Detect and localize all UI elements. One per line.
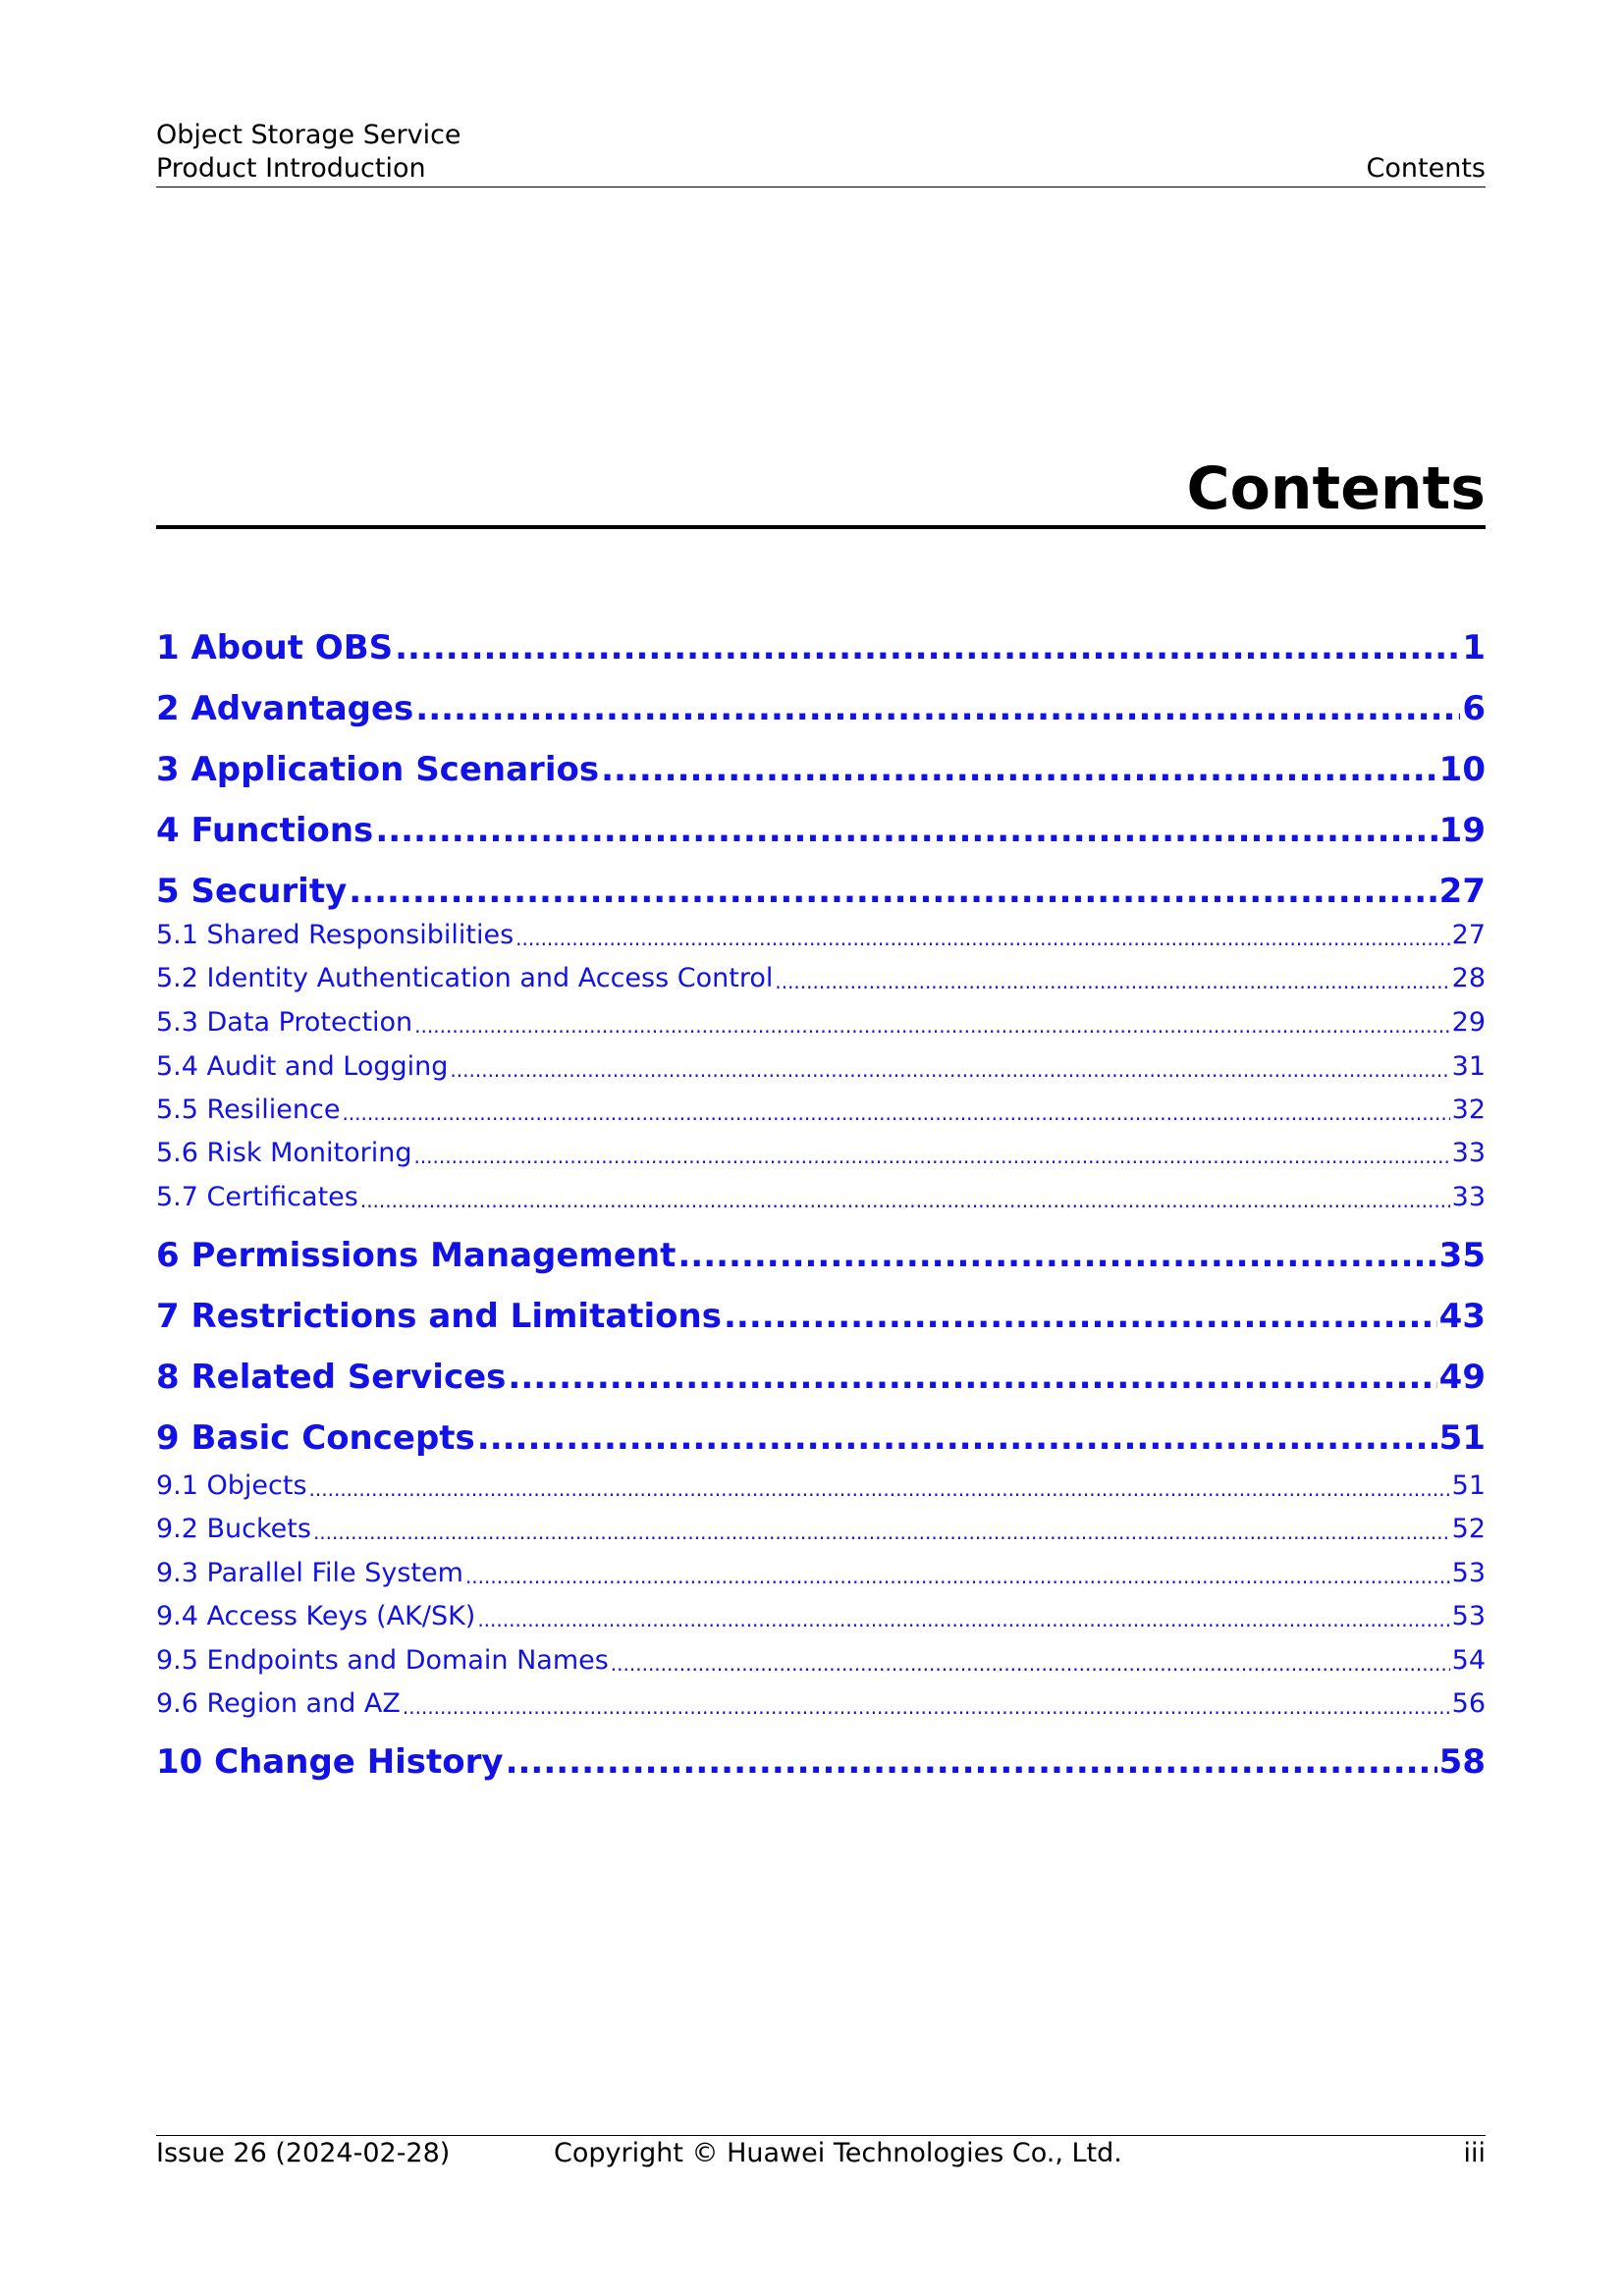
toc-entry-page-number: 52 — [1451, 1514, 1486, 1544]
toc-leader-dots — [309, 1470, 1450, 1501]
toc-entry-label: 5 Security — [156, 872, 348, 911]
toc-leader-dots — [395, 628, 1460, 667]
toc-entry-label: 5.4 Audit and Logging — [156, 1051, 449, 1082]
toc-section-link[interactable] — [156, 920, 1486, 953]
toc-leader-dots — [413, 1138, 1449, 1168]
toc-section-link[interactable] — [156, 1182, 1486, 1215]
toc-entry-label: 10 Change History — [156, 1742, 504, 1782]
toc-leader-dots — [360, 1182, 1450, 1212]
toc-entry-page-number: 19 — [1438, 811, 1486, 850]
toc-leader-dots — [508, 1358, 1436, 1397]
toc-entry-page-number: 33 — [1451, 1182, 1486, 1212]
toc-entry-page-number: 58 — [1438, 1742, 1486, 1782]
toc-chapter-link[interactable] — [156, 689, 1486, 732]
toc-entry-page-number: 56 — [1451, 1688, 1486, 1719]
toc-chapter-link[interactable] — [156, 1236, 1486, 1279]
toc-chapter-link[interactable] — [156, 1358, 1486, 1401]
toc-entry-label: 9.4 Access Keys (AK/SK) — [156, 1601, 476, 1631]
toc-entry-page-number: 31 — [1451, 1051, 1486, 1082]
toc-entry-label: 5.2 Identity Authentication and Access Control — [156, 963, 774, 993]
toc-section-link[interactable] — [156, 1470, 1486, 1504]
toc-leader-dots — [477, 1418, 1437, 1458]
toc-section-link[interactable] — [156, 963, 1486, 996]
header-product-name: Object Storage Service — [156, 120, 461, 150]
toc-section-link[interactable] — [156, 1558, 1486, 1591]
toc-leader-dots — [414, 1007, 1449, 1038]
toc-entry-label: 7 Restrictions and Limitations — [156, 1297, 722, 1336]
toc-section-link[interactable] — [156, 1514, 1486, 1547]
toc-entry-page-number: 6 — [1462, 689, 1486, 728]
toc-leader-dots — [403, 1688, 1450, 1719]
toc-entry-label: 5.7 Certificates — [156, 1182, 358, 1212]
toc-section-link[interactable] — [156, 1138, 1486, 1171]
document-page — [156, 0, 1486, 2296]
toc-entry-label: 9.2 Buckets — [156, 1514, 311, 1544]
toc-leader-dots — [477, 1601, 1449, 1631]
toc-entry-label: 5.5 Resilience — [156, 1095, 341, 1125]
toc-entry-page-number: 49 — [1438, 1358, 1486, 1397]
toc-entry-label: 6 Permissions Management — [156, 1236, 677, 1275]
toc-entry-label: 3 Application Scenarios — [156, 750, 600, 789]
page-footer — [156, 2135, 1486, 2185]
title-block — [156, 447, 1486, 529]
toc-entry-page-number: 51 — [1438, 1418, 1486, 1458]
toc-entry-label: 5.3 Data Protection — [156, 1007, 413, 1038]
page-header — [156, 120, 1486, 187]
footer-page-number: iii — [1463, 2138, 1486, 2168]
toc-entry-page-number: 53 — [1451, 1601, 1486, 1631]
header-section-name: Contents — [1366, 153, 1486, 184]
toc-entry-page-number: 35 — [1438, 1236, 1486, 1275]
toc-entry-page-number: 29 — [1451, 1007, 1486, 1038]
toc-entry-page-number: 43 — [1438, 1297, 1486, 1336]
toc-chapter-link[interactable] — [156, 811, 1486, 854]
toc-entry-page-number: 27 — [1438, 872, 1486, 911]
toc-leader-dots — [465, 1558, 1450, 1588]
toc-entry-label: 9.3 Parallel File System — [156, 1558, 463, 1588]
toc-leader-dots — [677, 1236, 1436, 1275]
toc-entry-page-number: 28 — [1451, 963, 1486, 993]
toc-entry-page-number: 32 — [1451, 1095, 1486, 1125]
toc-entry-page-number: 54 — [1451, 1645, 1486, 1676]
toc-entry-page-number: 33 — [1451, 1138, 1486, 1168]
toc-section-link[interactable] — [156, 1601, 1486, 1634]
toc-chapter-link[interactable] — [156, 1418, 1486, 1462]
toc-entry-page-number: 53 — [1451, 1558, 1486, 1588]
toc-entry-label: 9 Basic Concepts — [156, 1418, 475, 1458]
page-title: Contents — [1186, 454, 1486, 523]
toc-entry-label: 4 Functions — [156, 811, 374, 850]
toc-leader-dots — [601, 750, 1437, 789]
toc-leader-dots — [349, 872, 1436, 911]
toc-chapter-link[interactable] — [156, 872, 1486, 915]
toc-chapter-link[interactable] — [156, 1742, 1486, 1786]
toc-leader-dots — [450, 1051, 1449, 1082]
toc-chapter-link[interactable] — [156, 750, 1486, 793]
toc-chapter-link[interactable] — [156, 628, 1486, 671]
toc-leader-dots — [506, 1742, 1437, 1782]
toc-entry-page-number: 10 — [1438, 750, 1486, 789]
footer-copyright: Copyright © Huawei Technologies Co., Ltd. — [554, 2138, 1122, 2168]
toc-entry-page-number: 1 — [1462, 628, 1486, 667]
header-document-name: Product Introduction — [156, 153, 426, 184]
toc-section-link[interactable] — [156, 1007, 1486, 1041]
toc-entry-label: 1 About OBS — [156, 628, 394, 667]
toc-entry-label: 9.6 Region and AZ — [156, 1688, 401, 1719]
toc-leader-dots — [415, 689, 1460, 728]
toc-chapter-link[interactable] — [156, 1297, 1486, 1340]
toc-section-link[interactable] — [156, 1645, 1486, 1679]
toc-entry-label: 5.1 Shared Responsibilities — [156, 920, 514, 950]
toc-leader-dots — [313, 1514, 1450, 1544]
toc-leader-dots — [775, 963, 1449, 993]
toc-section-link[interactable] — [156, 1095, 1486, 1128]
toc-entry-label: 9.5 Endpoints and Domain Names — [156, 1645, 609, 1676]
toc-leader-dots — [375, 811, 1436, 850]
toc-entry-label: 9.1 Objects — [156, 1470, 307, 1501]
toc-entry-page-number: 51 — [1451, 1470, 1486, 1501]
toc-leader-dots — [515, 920, 1450, 950]
toc-entry-label: 5.6 Risk Monitoring — [156, 1138, 412, 1168]
toc-leader-dots — [611, 1645, 1450, 1676]
footer-issue: Issue 26 (2024-02-28) — [156, 2138, 451, 2168]
toc-leader-dots — [342, 1095, 1449, 1125]
toc-entry-label: 8 Related Services — [156, 1358, 507, 1397]
toc-entry-page-number: 27 — [1451, 920, 1486, 950]
toc-section-link[interactable] — [156, 1688, 1486, 1722]
toc-leader-dots — [724, 1297, 1437, 1336]
toc-section-link[interactable] — [156, 1051, 1486, 1085]
toc-entry-label: 2 Advantages — [156, 689, 414, 728]
